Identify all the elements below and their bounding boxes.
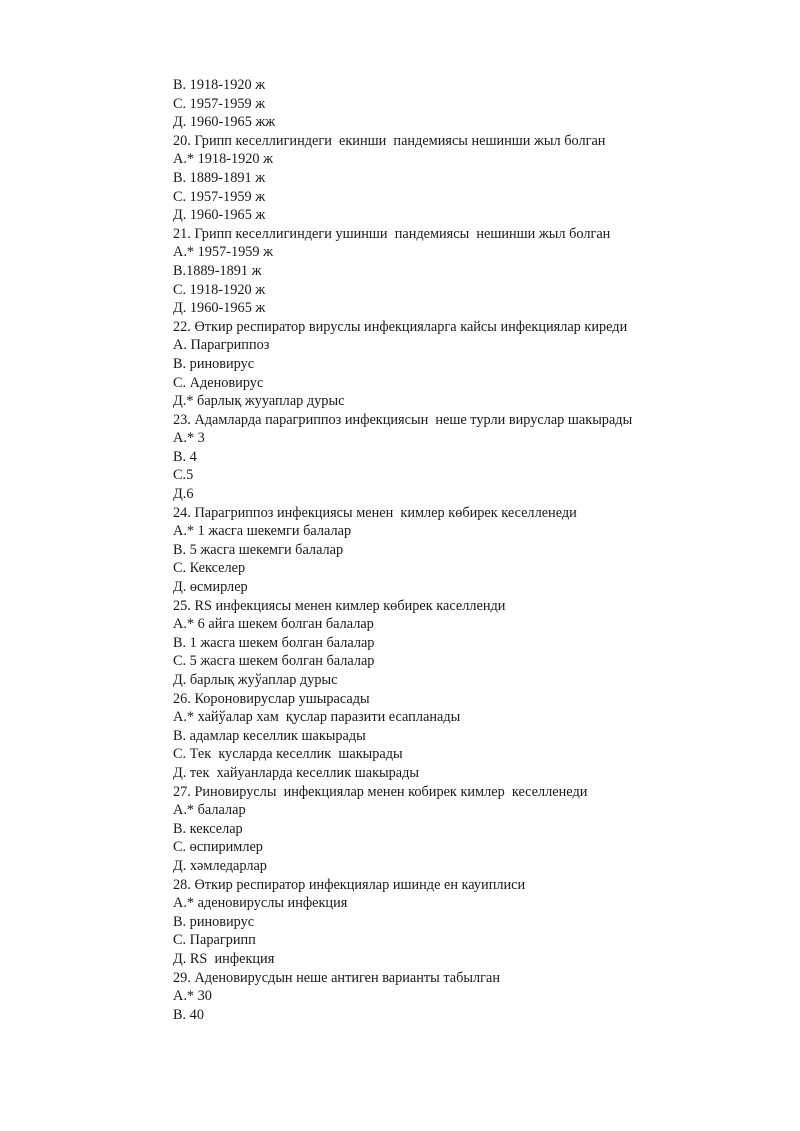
answer-line: В. риновирус — [173, 355, 255, 372]
answer-line: С. Тек кусларда кеселлик шакырады — [173, 746, 403, 763]
answer-line: С. 5 жасга шекем болган балалар — [173, 653, 375, 670]
answer-line: Д. 1960-1965 ж — [173, 300, 266, 317]
question-line: 20. Грипп кеселлигиндеги екинши пандемиясы нешинши жыл болган — [173, 132, 606, 149]
question-line: 24. Парагриппоз инфекциясы менен кимлер көбирек кеселленеди — [173, 504, 577, 521]
answer-line: Д. 1960-1965 ж — [173, 207, 266, 224]
answer-line: А.* хайўалар хам қуслар паразити есапланады — [173, 709, 461, 726]
answer-line: А.* 30 — [173, 988, 212, 1005]
answer-line: В. 1889-1891 ж — [173, 169, 266, 186]
answer-line: А.* 6 айга шекем болган балалар — [173, 616, 374, 633]
question-line: 23. Адамларда парагриппоз инфекциясын неше турли вируслар шакырады — [173, 411, 633, 428]
answer-line: Д. барлық жуўаплар дурыс — [173, 672, 338, 688]
answer-line: С. 1957-1959 ж — [173, 188, 266, 205]
question-line: 28. Өткир респиратор инфекциялар ишинде ен кауиплиси — [173, 876, 526, 893]
answer-line: Д. тек хайуанларда кеселлик шакырады — [173, 764, 420, 781]
answer-line: Д.6 — [173, 486, 194, 503]
answer-line: С. Аденовирус — [173, 374, 264, 391]
answer-line: В.1889-1891 ж — [173, 262, 262, 279]
answer-line: А. Парагриппоз — [173, 337, 270, 354]
answer-line: С. 1918-1920 ж — [173, 281, 266, 298]
answer-line: С. өспиримлер — [173, 839, 263, 856]
answer-line: В. 40 — [173, 1006, 204, 1023]
answer-line: Д. 1960-1965 жж — [173, 114, 276, 131]
answer-line: С. 1957-1959 ж — [173, 95, 266, 112]
question-line: 27. Риновируслы инфекциялар менен кобирек кимлер кеселленеди — [173, 783, 588, 800]
answer-line: В. адамлар кеселлик шакырады — [173, 727, 366, 744]
question-line: 26. Короновируслар ушырасады — [173, 690, 370, 707]
answer-line: В. 4 — [173, 448, 197, 465]
answer-line: В. кекселар — [173, 820, 243, 837]
answer-line: С. Кекселер — [173, 560, 246, 577]
question-line: 21. Грипп кеселлигиндеги ушинши пандемиясы нешинши жыл болган — [173, 225, 611, 242]
answer-line: А.* 1957-1959 ж — [173, 244, 274, 261]
answer-line: С.5 — [173, 467, 194, 484]
answer-line: А.* аденовируслы инфекция — [173, 895, 348, 912]
answer-line: В. риновирус — [173, 913, 255, 930]
answer-line: В. 1 жасга шекем болган балалар — [173, 634, 375, 651]
document-text — [173, 76, 753, 1024]
answer-line: В. 1918-1920 ж — [173, 77, 266, 93]
answer-line: А.* 1918-1920 ж — [173, 151, 274, 168]
answer-line: В. 5 жасга шекемги балалар — [173, 541, 344, 558]
answer-line: А.* 1 жасга шекемги балалар — [173, 523, 352, 540]
question-line: 25. RS инфекциясы менен кимлер көбирек каселленди — [173, 597, 506, 614]
answer-line: Д. өсмирлер — [173, 579, 248, 596]
question-line: 22. Өткир респиратор вируслы инфекцияларга кайсы инфекциялар киреди — [173, 318, 628, 335]
answer-line: Д.* барлық жууаплар дурыс — [173, 393, 345, 410]
answer-line: С. Парагрипп — [173, 932, 256, 949]
answer-line: Д. хәмледарлар — [173, 857, 267, 874]
answer-line: А.* балалар — [173, 802, 246, 819]
answer-line: А.* 3 — [173, 430, 205, 447]
question-line: 29. Аденовирусдын неше антиген варианты табылган — [173, 969, 500, 986]
answer-line: Д. RS инфекция — [173, 950, 275, 967]
